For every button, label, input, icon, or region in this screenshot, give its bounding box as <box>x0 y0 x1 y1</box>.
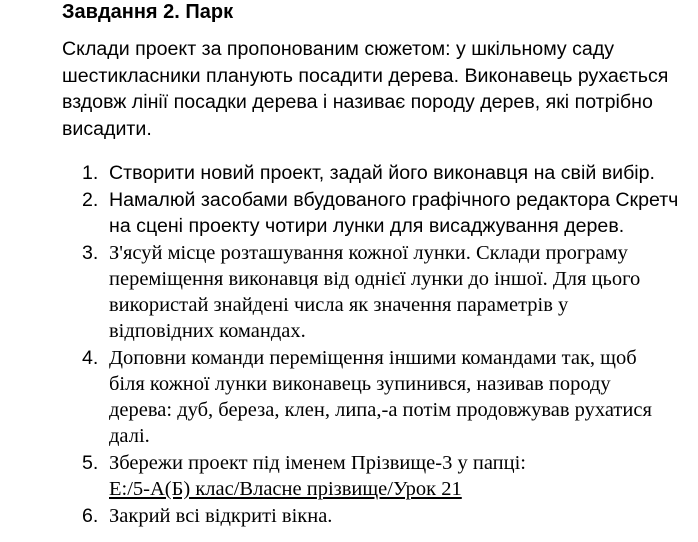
task-text-line: Закрий всі відкриті вікна. <box>109 505 333 527</box>
task-item-4 <box>82 345 692 449</box>
task-text-line: відповідних командах. <box>109 320 306 342</box>
intro-line: висадити. <box>62 117 152 140</box>
task-text-line: біля кожної лунки виконавець зупинився, називав породу <box>109 373 611 395</box>
task-heading: Завдання 2. Парк <box>62 1 234 23</box>
task-text-line: Збережи проект під іменем Прізвище-3 у папці: <box>109 452 526 474</box>
task-number: 5. <box>82 452 99 474</box>
task-item-1 <box>82 160 692 186</box>
task-number: 6. <box>82 505 99 527</box>
task-text-line: Створити новий проект, задай його виконавця на свій вибір. <box>109 162 655 184</box>
task-item-3 <box>82 240 692 344</box>
task-item-5 <box>82 450 692 502</box>
task-text-line: Доповни команди переміщення іншими командами так, щоб <box>109 347 637 369</box>
task-text-line: З'ясуй місце розташування кожної лунки. Склади програму <box>109 242 628 264</box>
task-intro <box>62 36 692 142</box>
intro-line: Склади проект за пропонованим сюжетом: у шкільному саду <box>62 38 615 60</box>
task-text-line: переміщення виконавця від однієї лунки до іншої. Для цього <box>109 268 641 290</box>
task-text-line: Намалюй засобами вбудованого графічного редактора Скретч <box>109 189 679 211</box>
task-number: 2. <box>82 189 99 211</box>
task-item-2 <box>82 187 692 239</box>
task-text-line: дерева: дуб, береза, клен, липа,-а потім продовжував рухатися <box>109 399 652 421</box>
task-text-line: використай знайдені числа як значення параметрів у <box>109 294 569 316</box>
intro-line: вздовж лінії посадки дерева і називає породу дерев, які потрібно <box>62 91 653 113</box>
folder-path-link[interactable]: E:/5-А(Б) клас/Власне прізвище/Урок 21 <box>109 478 462 500</box>
task-number: 1. <box>82 162 99 184</box>
task-item-6 <box>82 503 692 529</box>
intro-line: шестикласники планують посадити дерева. Виконавець рухається <box>62 64 669 87</box>
task-number: 3. <box>82 242 99 264</box>
task-list <box>82 160 692 529</box>
task-text-line: далі. <box>109 425 150 447</box>
task-number: 4. <box>82 347 99 369</box>
task-text-line: на сцені проекту чотири лунки для висаджування дерев. <box>109 215 625 237</box>
